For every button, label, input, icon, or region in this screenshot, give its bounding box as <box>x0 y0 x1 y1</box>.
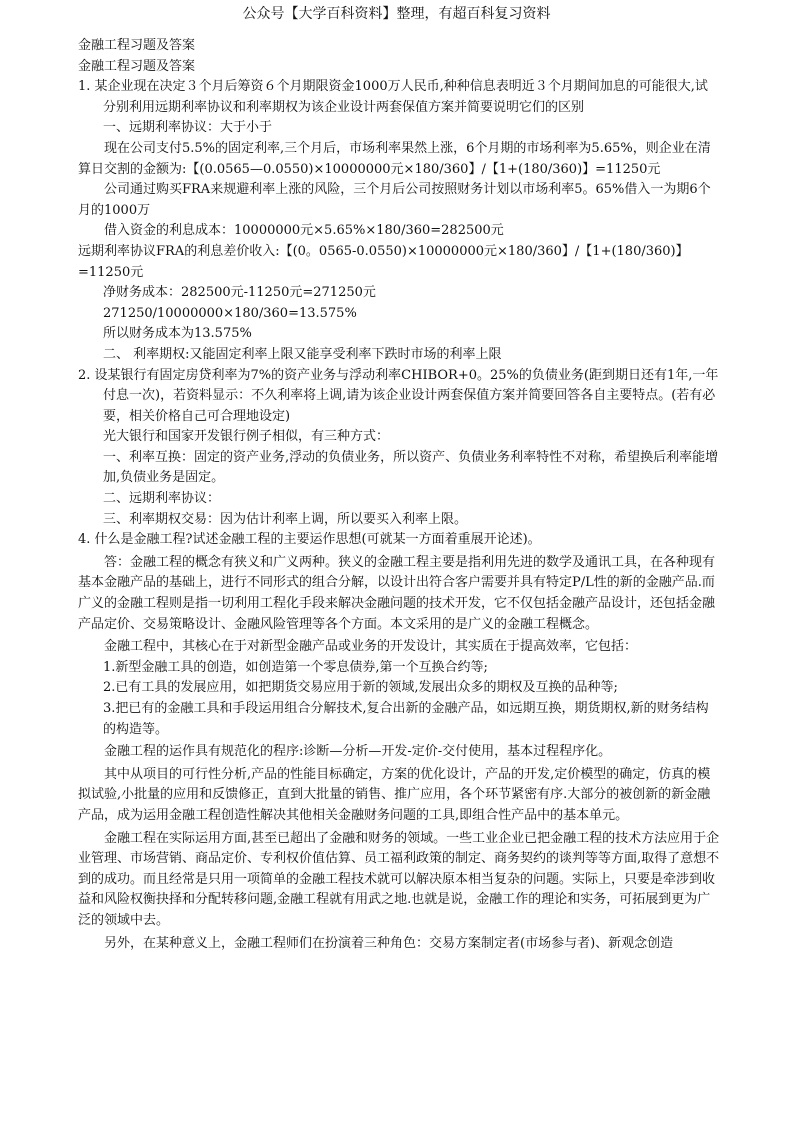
answer-4-paragraph: 答：金融工程的概念有狭义和广义两种。狭义的金融工程主要是指利用先进的数学及通讯工具，在各种现有基本金融产品的基础上，进行不同形式的组合分解，以设计出符合客户需要并具有特定P/L性的新的金融产品.而广义的金融工程则是指一切利用工程化手段来解决金融问题的技术开发，它不仅包括金融产品设计，还包括金融产品定价、交易策略设计、金融风险管理等各个方面。本文采用的是广义的金融工程概念。 <box>78 554 716 632</box>
answer-1-paragraph: 公司通过购买FRA来规避利率上涨的风险，三个月后公司按照财务计划以市场利率5。65%借入一为期6个月的1000万 <box>78 182 711 218</box>
answer-1-section-2-heading: 二、 利率期权:又能固定利率上限又能享受利率下跌时市场的利率上限 <box>103 346 502 362</box>
answer-2-paragraph: 一、利率互换：固定的资产业务,浮动的负债业务，所以资产、负债业务利率特性不对称，希望换后利率能增加,负债业务是固定。 <box>103 449 719 486</box>
answer-2-paragraph: 二、远期利率协议： <box>103 491 221 507</box>
answer-2-paragraph: 光大银行和国家开发银行例子相似，有三种方式： <box>103 429 390 445</box>
answer-4-list-item: 2.已有工具的发展应用，如把期货交易应用于新的领域,发展出众多的期权及互换的品种等; <box>103 680 618 696</box>
answer-4-paragraph: 金融工程中，其核心在于对新型金融产品或业务的开发设计，其实质在于提高效率，它包括： <box>104 639 638 655</box>
document-body <box>78 36 720 954</box>
answer-1-paragraph: 所以财务成本为13.575% <box>103 326 252 342</box>
answer-1-paragraph: 远期利率协议FRA的利息差价收入:【(0。0565-0.0550)×10000000元×180/360】/【1+(180/360)】=11250元 <box>78 243 689 280</box>
answer-4-paragraph: 金融工程在实际运用方面,甚至已超出了金融和财务的领域。一些工业企业已把金融工程的技术方法应用于企业管理、市场营销、商品定价、专利权价值估算、员工福利政策的制定、商务契约的谈判等等方面,取得了意想不到的成功。而且经常是只用一项简单的金融工程技术就可以解决原本相当复杂的问题。实际上，只要是牵涉到收益和风险权衡抉择和分配转移问题,金融工程就有用武之地.也就是说，金融工作的理论和实务，可拓展到更为广泛的领域中去。 <box>78 830 720 928</box>
answer-1-paragraph: 净财务成本：282500元-11250元=271250元 <box>103 285 376 301</box>
question-1: 1. 某企业现在决定３个月后筹资６个月期限资金1000万人民币,种种信息表明近３个月期间加息的可能很大,试分别利用远期利率协议和利率期权为该企业设计两套保值方案并简要说明它们的区别 <box>78 79 708 115</box>
answer-4-paragraph: 金融工程的运作具有规范化的程序:诊断—分析—开发-定价-交付使用，基本过程程序化。 <box>104 744 612 760</box>
answer-1-paragraph: 借入资金的利息成本：10000000元×5.65%×180/360=282500元 <box>104 223 504 239</box>
answer-1-paragraph: 271250/10000000×180/360=13.575% <box>103 305 357 321</box>
question-2: 2. 设某银行有固定房贷利率为7%的资产业务与浮动利率CHIBOR+0。25%的负债业务(距到期日还有1年,一年付息一次)，若资料显示：不久利率将上调,请为该企业设计两套保值方案并简要回答各自主要特点。(若有必要，相关价格自己可合理地设定) <box>78 367 719 424</box>
answer-4-list-item: 1.新型金融工具的创造，如创造第一个零息债券,第一个互换合约等; <box>103 659 488 675</box>
answer-4-paragraph: 其中从项目的可行性分析,产品的性能目标确定，方案的优化设计，产品的开发,定价模型的确定，仿真的模拟试验,小批量的应用和反馈修正，直到大批量的销售、推广应用，各个环节紧密有序.大部分的被创新的新金融产品，成为运用金融工程创造性解决其他相关金融财务问题的工具,即组合性产品中的基本单元。 <box>78 766 711 823</box>
question-4: 4. 什么是金融工程?试述金融工程的主要运作思想(可就某一方面着重展开论述)。 <box>78 532 541 548</box>
doc-subtitle: 金融工程习题及答案 <box>78 58 196 74</box>
answer-1-section-1-heading: 一、远期利率协议：大于小于 <box>103 120 273 136</box>
answer-4-paragraph: 另外，在某种意义上，金融工程师们在扮演着三种角色：交易方案制定者(市场参与者)、新观念创造 <box>104 935 674 951</box>
page-header: 公众号【大学百科资料】整理，有超百科复习资料 <box>242 6 551 22</box>
answer-4-list-item: 3.把已有的金融工具和手段运用组合分解技术,复合出新的金融产品，如远期互换，期货期权,新的财务结构的构造等。 <box>103 701 709 737</box>
doc-title: 金融工程习题及答案 <box>78 38 196 53</box>
answer-1-paragraph: 现在公司支付5.5%的固定利率,三个月后，市场利率果然上涨，6个月期的市场利率为5.65%，则企业在清算日交割的金额为:【(0.0565—0.0550)×10000000元×180/360】/【1+(180/360)】=11250元 <box>78 140 711 177</box>
answer-2-paragraph: 三、利率期权交易：因为估计利率上调，所以要买入利率上限。 <box>103 511 468 527</box>
